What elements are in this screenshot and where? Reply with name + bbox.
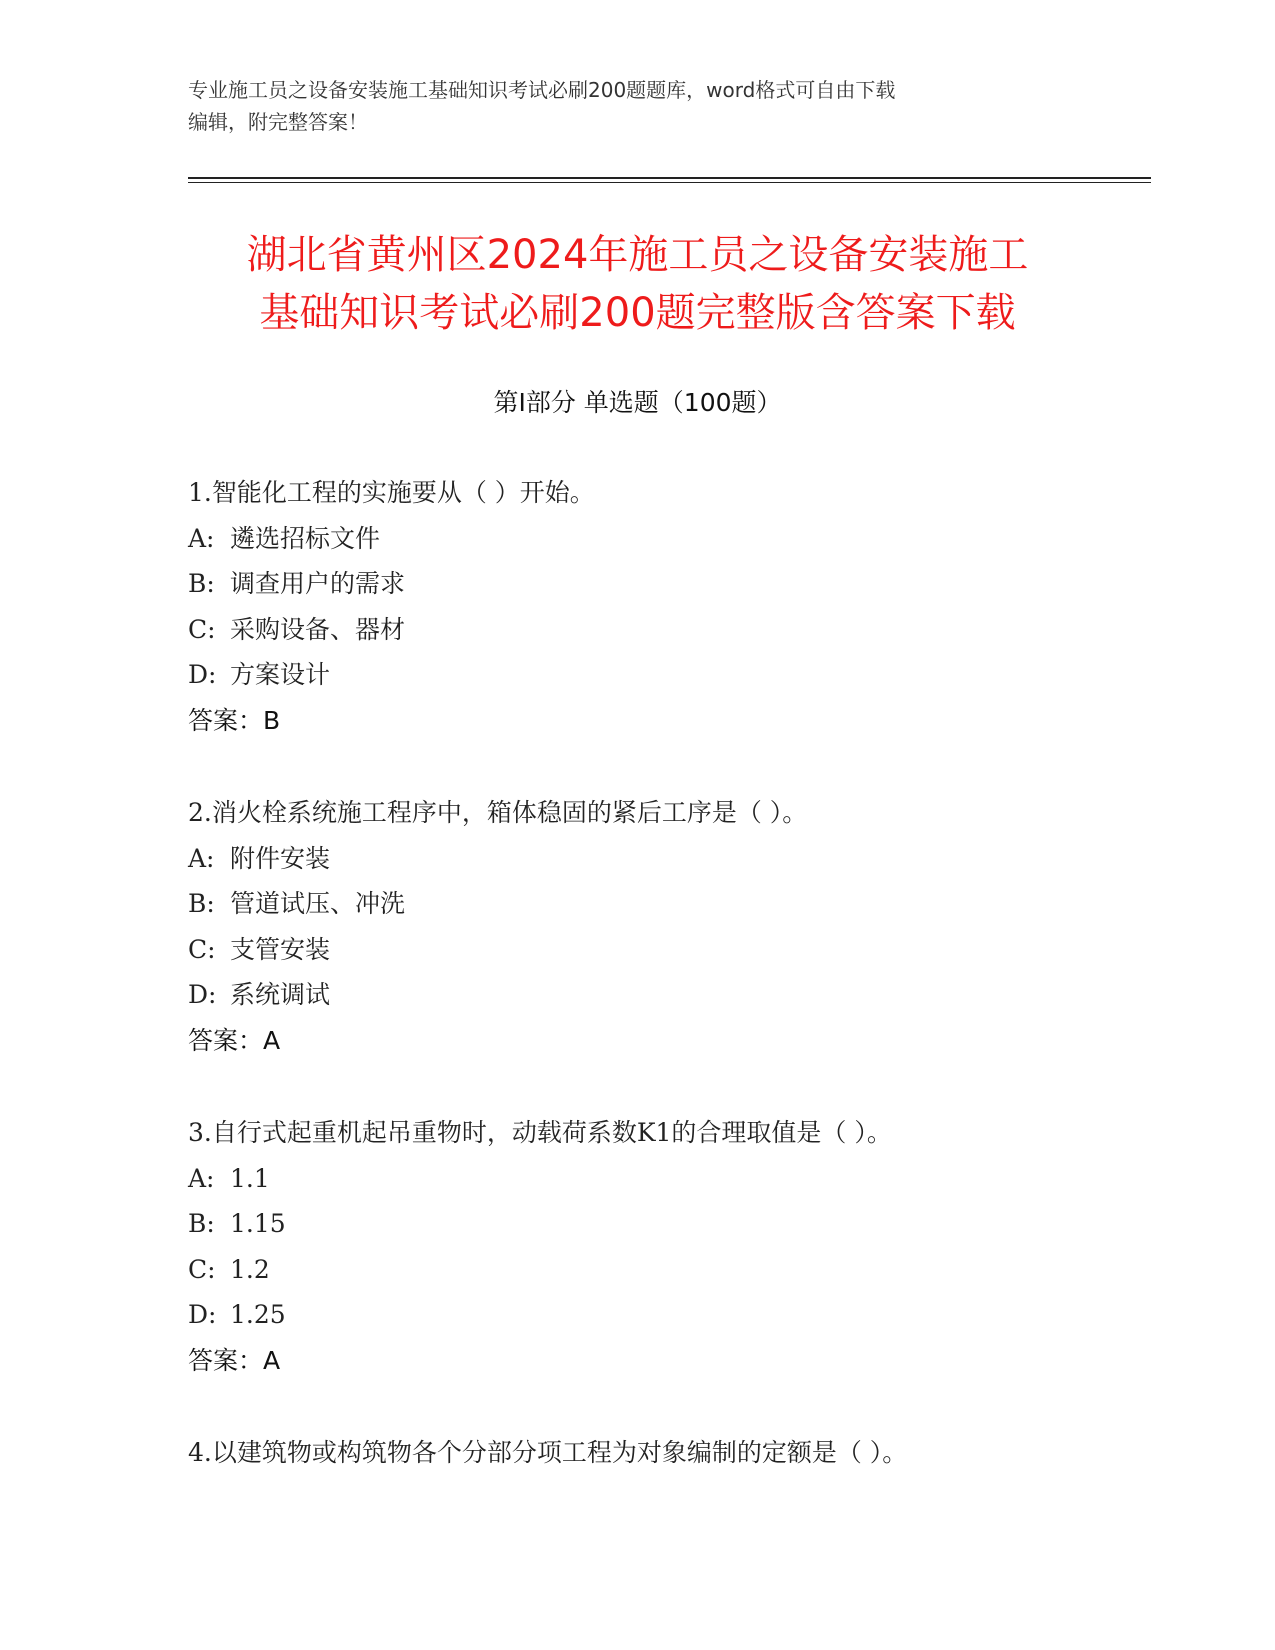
option-c xyxy=(188,607,1148,653)
option-text: 调查用户的需求 xyxy=(230,569,406,598)
question-4 xyxy=(188,1430,1148,1476)
option-letter: D: xyxy=(188,980,217,1009)
option-d xyxy=(188,1292,1148,1338)
option-c xyxy=(188,927,1148,973)
document-title-line-2: 基础知识考试必刷200题完整版含答案下载 xyxy=(259,290,1016,336)
option-text: 1.2 xyxy=(230,1254,270,1284)
option-text: 1.25 xyxy=(230,1300,286,1329)
option-letter: B: xyxy=(188,569,215,598)
answer-line: 答案：B xyxy=(188,705,281,735)
option-a xyxy=(188,1156,1148,1202)
option-letter: A: xyxy=(188,523,215,553)
question-3 xyxy=(188,1110,1148,1383)
option-d xyxy=(188,972,1148,1018)
question-stem: 2.消火栓系统施工程序中，箱体稳固的紧后工序是（ ）。 xyxy=(188,798,808,827)
question-list xyxy=(188,470,1148,1523)
option-a xyxy=(188,836,1148,882)
option-letter: D: xyxy=(188,660,217,689)
option-letter: C: xyxy=(188,934,216,964)
option-b xyxy=(188,561,1148,607)
section-heading: 第I部分 单选题（100题） xyxy=(493,388,782,417)
option-text: 管道试压、冲洗 xyxy=(230,889,406,918)
question-stem: 1.智能化工程的实施要从（ ）开始。 xyxy=(188,478,595,507)
option-d xyxy=(188,652,1148,698)
option-c xyxy=(188,1247,1148,1293)
option-a xyxy=(188,516,1148,562)
option-letter: D: xyxy=(188,1300,217,1329)
header-note-line-1: 专业施工员之设备安装施工基础知识考试必刷200题题库，word格式可自由下载 xyxy=(188,78,896,102)
header-note xyxy=(188,74,1088,138)
header-note-line-2: 编辑，附完整答案！ xyxy=(188,110,368,134)
question-stem: 4.以建筑物或构筑物各个分部分项工程为对象编制的定额是（ ）。 xyxy=(188,1438,908,1467)
option-b xyxy=(188,881,1148,927)
option-text: 支管安装 xyxy=(230,934,331,964)
option-text: 1.1 xyxy=(230,1163,270,1193)
header-divider-thick xyxy=(188,177,1151,179)
option-text: 采购设备、器材 xyxy=(230,614,406,644)
option-letter: B: xyxy=(188,1209,215,1238)
header-divider-thin xyxy=(188,182,1151,183)
option-b xyxy=(188,1201,1148,1247)
option-text: 遴选招标文件 xyxy=(230,523,381,553)
document-title-line-1: 湖北省黄州区2024年施工员之设备安装施工 xyxy=(246,232,1029,278)
question-stem: 3.自行式起重机起吊重物时，动载荷系数K1的合理取值是（ ）。 xyxy=(188,1118,892,1147)
option-letter: B: xyxy=(188,889,215,918)
question-1 xyxy=(188,470,1148,743)
answer-line: 答案：A xyxy=(188,1345,281,1375)
option-text: 系统调试 xyxy=(230,980,331,1009)
option-letter: A: xyxy=(188,843,215,873)
question-2 xyxy=(188,790,1148,1063)
document-title xyxy=(0,226,1275,342)
option-letter: A: xyxy=(188,1163,215,1193)
option-text: 方案设计 xyxy=(230,660,331,689)
option-text: 1.15 xyxy=(230,1209,286,1238)
option-text: 附件安装 xyxy=(230,843,331,873)
option-letter: C: xyxy=(188,614,216,644)
option-letter: C: xyxy=(188,1254,216,1284)
answer-line: 答案：A xyxy=(188,1025,281,1055)
